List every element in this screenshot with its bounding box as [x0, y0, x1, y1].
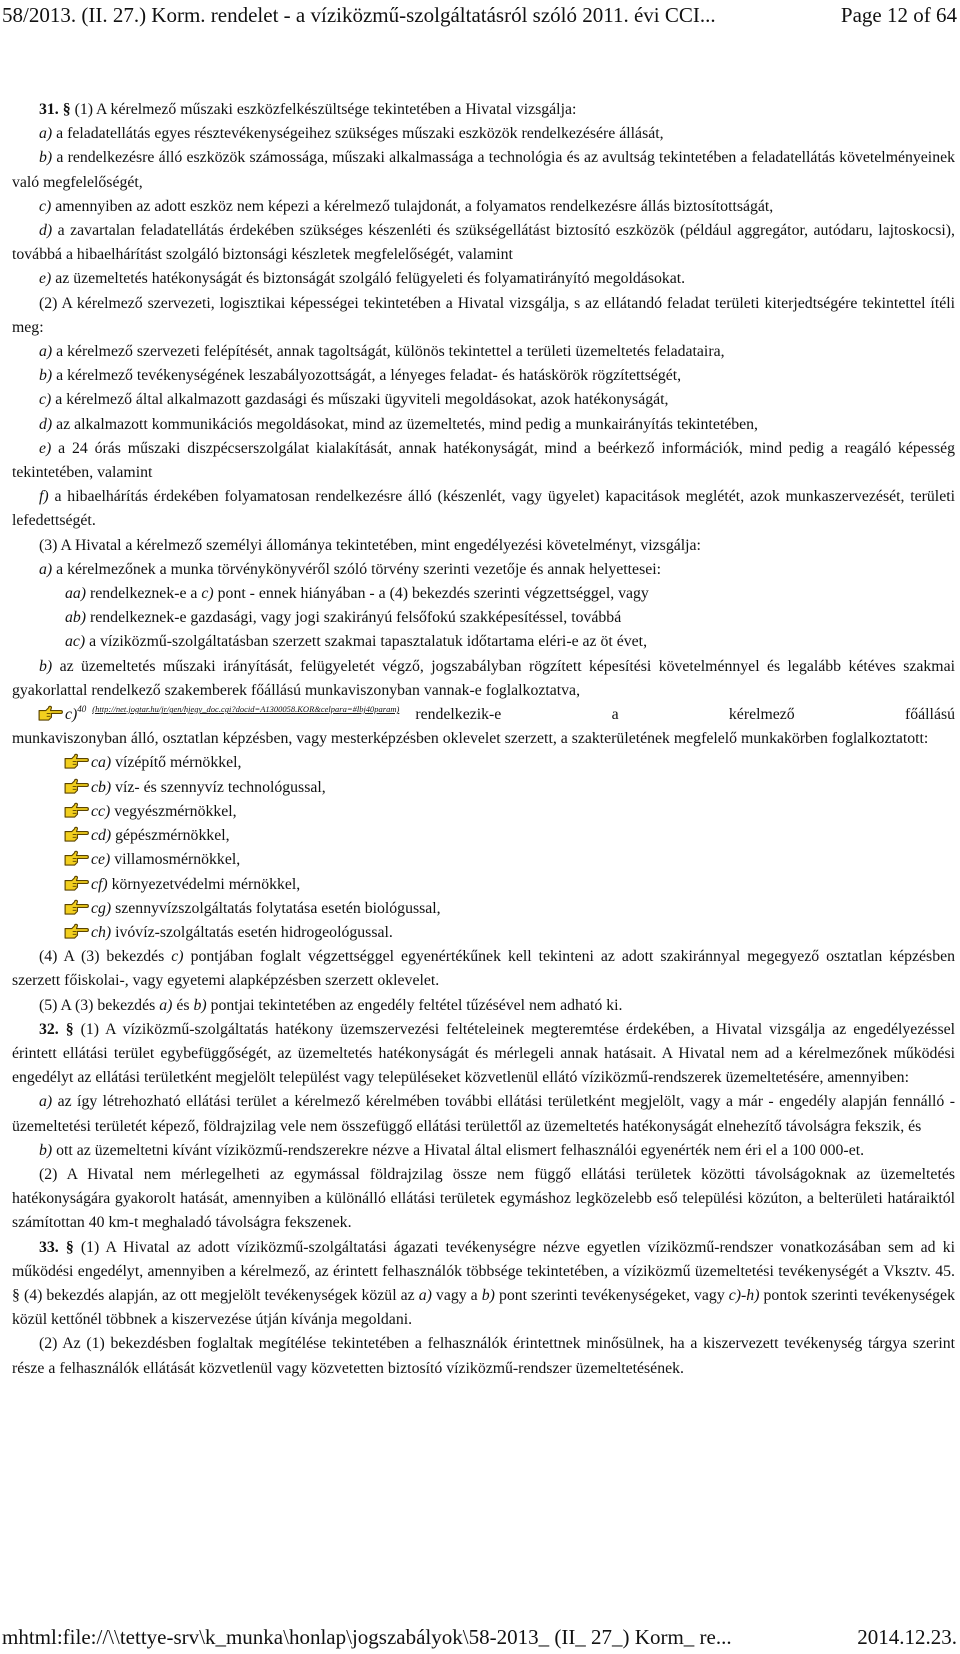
list-item-ce — [12, 848, 955, 872]
s31-p1-a — [12, 122, 955, 146]
text-run: (2) Az (1) bekezdésben foglaltak megítélése tekintetében a felhasználók érintettnek minősülnek, ha a kiszervezett tevékenység tárgya szerint része a felhasználók ellátását közvetlenül vagy közvetetten biztosító víziközmű-rendszer üzemeltetésének. — [12, 1335, 955, 1377]
item-label: cb) — [91, 778, 112, 796]
item-label: e) — [39, 439, 52, 457]
list-item-ch — [12, 921, 955, 945]
s31-num: 31. — [39, 101, 59, 118]
footnote-number[interactable]: 40 — [77, 704, 87, 715]
item-label: b) — [481, 1286, 495, 1304]
footnote-link[interactable]: (http://net.jogtar.hu/jr/gen/hjegy_doc.cgi?docid=A1300058.KOR&celpara=#lbj40param) — [92, 704, 400, 715]
text-run: (3) A Hivatal a kérelmező személyi állománya tekintetében, mint engedélyezési követelményt, vizsgálja: — [39, 536, 701, 554]
text-run: az üzemeltetés hatékonyságát és biztonságát szolgáló felügyeleti és folyamatirányító megoldásokat. — [55, 270, 686, 288]
item-label: ch) — [91, 923, 112, 941]
s31-p3-b — [12, 655, 955, 703]
s32-p1-b — [12, 1139, 955, 1163]
item-label: cc) — [91, 802, 111, 820]
item-label: a) — [39, 1093, 53, 1111]
item-label: d) — [39, 222, 53, 240]
page-header — [0, 0, 960, 40]
text-run — [91, 921, 955, 945]
header-title: 58/2013. (II. 27.) Korm. rendelet - a víziközmű-szolgáltatásról szóló 2011. évi CCI... — [2, 3, 716, 27]
s31-p2-a — [12, 340, 955, 364]
pointing-hand-icon[interactable] — [64, 873, 89, 892]
text-run: víz- és szennyvíz technológussal, — [115, 778, 326, 796]
item-label: c) — [39, 197, 52, 215]
pointing-hand-icon[interactable] — [64, 824, 89, 843]
item-label: f) — [39, 488, 49, 506]
list-item-cf — [12, 873, 955, 897]
s31-p1-b — [12, 146, 955, 194]
text-run: (1) A kérelmező műszaki eszközfelkészültsége tekintetében a Hivatal vizsgálja: — [74, 101, 577, 118]
item-label: e) — [39, 270, 52, 288]
text-run: a kérelmező által alkalmazott gazdasági és műszaki ügyviteli megoldásokat, azok hatékonyságát, — [55, 391, 669, 409]
list-item-cg — [12, 897, 955, 921]
s31-p2-b — [12, 364, 955, 388]
s31-p3-c-label: c) — [65, 706, 78, 724]
text-run: ivóvíz-szolgáltatás esetén hidrogeológussal. — [115, 923, 393, 941]
text-run: vagy a — [435, 1286, 478, 1304]
text-run: szennyvízszolgáltatás folytatása esetén biológussal, — [115, 899, 441, 917]
item-label: ce) — [91, 851, 111, 869]
list-item-cb — [12, 776, 955, 800]
pointing-hand-icon[interactable] — [64, 751, 89, 770]
pointing-hand-icon[interactable] — [64, 848, 89, 867]
s33-p2 — [12, 1332, 955, 1380]
item-label: a) — [159, 996, 173, 1014]
text-run: a rendelkezésre álló eszközök számossága, műszaki alkalmassága a technológia és az avultság tekintetében a feladatellátás követelményeinek való megfelelőségét, — [12, 149, 955, 191]
text-run — [91, 897, 955, 921]
document-body — [12, 98, 955, 1381]
pointing-hand-icon[interactable] — [64, 897, 89, 916]
item-label: c) — [201, 585, 214, 603]
text-run: (5) A (3) bekezdés — [39, 996, 156, 1014]
text-run — [91, 800, 955, 824]
s31-p3-ac — [12, 630, 955, 654]
text-run: villamosmérnökkel, — [114, 851, 241, 869]
text-run: pontjában foglalt végzettséggel egyenértékűnek kell tekinteni az adott szakiránnyal megegyező osztatlan képzésben szerzett főiskolai-, vagy egyetemi alapképzésben szerzett oklevelet. — [12, 948, 956, 990]
item-label: cf) — [91, 875, 108, 893]
s31-sign: § — [62, 101, 71, 118]
pointing-hand-icon[interactable] — [64, 800, 89, 819]
text-run: ott az üzemeltetni kívánt víziközmű-rendszerekre nézve a Hivatal által elismert felhasználói egyenérték nem éri el a 100 000-et. — [56, 1141, 865, 1159]
text-run: a feladatellátás egyes résztevékenységeihez szükséges műszaki eszközök rendelkezésére állását, — [56, 125, 664, 143]
text-run: (4) A (3) bekezdés — [39, 948, 165, 966]
text-run: (2) A kérelmező szervezeti, logisztikai képességei tekintetében a Hivatal vizsgálja, s az ellátandó feladat területi kiterjedtségére tekintettel ítéli meg: — [12, 294, 955, 336]
text-run: (2) A Hivatal nem mérlegelheti az egymással földrajzilag össze nem függő ellátási területek közötti távolságoknak az üzemeltetés hatékonyságára gyakorolt hatását, amennyiben a különálló ellátási területek egymáshoz legközelebb eső települési közúton, a belterületi határaiktól számítottan 40 km-t meghaladó távolságra fekszenek. — [12, 1165, 955, 1232]
s32-p1-a — [12, 1090, 955, 1138]
text-run — [91, 848, 955, 872]
text-run: a kérelmező tevékenységének leszabályozottságát, a lényeges feladat- és hatáskörök rögzítettségét, — [56, 367, 682, 385]
text-run: rendelkeznek-e gazdasági, vagy jogi szakirányú felsőfokú szakképesítéssel, továbbá — [90, 609, 622, 627]
text-run: rendelkeznek-e a — [90, 585, 198, 603]
s32-p2 — [12, 1163, 955, 1236]
s31-p3-c-rest: munkaviszonyban álló, osztatlan képzésben, vagy mesterképzésben oklevelet szerzett, a szakterületének megfelelő munkakörben foglalkoztatott: — [12, 730, 929, 748]
text-run: amennyiben az adott eszköz nem képezi a kérelmező tulajdonát, a folyamatos rendelkezésre állás biztosítottságát, — [55, 197, 774, 215]
list-item-ca — [12, 751, 955, 775]
text-run: és — [176, 996, 190, 1014]
item-label: aa) — [65, 585, 87, 603]
item-label: c) — [39, 391, 52, 409]
item-label: a) — [39, 343, 53, 361]
text-run: a kérelmezőnek a munka törvénykönyvéről szóló törvény szerinti vezetője és annak helyettesei: — [56, 560, 662, 578]
item-label: a) — [418, 1286, 432, 1304]
text-run: az üzemeltetés műszaki irányítását, felügyeletét végző, jogszabályban rögzített képesítési követelménnyel és legalább kétéves szakmai gyakorlattal rendelkező szakemberek főállású munkaviszonyban vannak-e foglalkoztatva, — [12, 657, 955, 699]
s31-p2-f — [12, 485, 955, 533]
item-label: c)-h) — [728, 1286, 760, 1304]
text-run: § — [65, 1020, 74, 1038]
text-run: az alkalmazott kommunikációs megoldásokat, mind az üzemeltetés, mind pedig a munkairányítás tekintetében, — [56, 415, 758, 433]
header-page-number: Page 12 of 64 — [840, 3, 957, 27]
text-run: környezetvédelmi mérnökkel, — [111, 875, 301, 893]
text-run: a hibaelhárítás érdekében folyamatosan rendelkezésre álló (készenlét, vagy ügyelet) kapacitások meglétét, azok munkaszervezését, területi lefedettségét. — [12, 488, 955, 530]
pointing-hand-icon[interactable] — [38, 703, 63, 722]
item-label: a) — [39, 125, 53, 143]
item-label: c) — [171, 948, 184, 966]
s31-p3-aa — [12, 582, 955, 606]
text-run: vegyészmérnökkel, — [114, 802, 237, 820]
text-run: a zavartalan feladatellátás érdekében szükséges készenléti és szükségellátást biztosító eszközök (például aggregátor, autódaru, lajtoskocsi), továbbá a hibaelhárítást szolgáló biztonsági készletek megfelelőségét, valamint — [12, 222, 955, 264]
text-run: a víziközmű-szolgáltatásban szerzett szakmai tapasztalatuk időtartama eléri-e az öt évet, — [89, 633, 648, 651]
s31-p1-c — [12, 195, 955, 219]
text-run — [91, 776, 955, 800]
item-label: cd) — [91, 827, 112, 845]
item-label: b) — [39, 149, 53, 167]
s31-p2-intro — [12, 292, 955, 340]
text-run: a 24 órás műszaki diszpécserszolgálat kialakítását, annak hatékonyságát, mind a beérkező információk, mind pedig a reagáló képesség tekintetében, valamint — [12, 439, 956, 482]
item-label: b) — [39, 657, 53, 675]
s31-p3-ab — [12, 606, 955, 630]
pointing-hand-icon[interactable] — [64, 921, 89, 940]
text-run: § — [65, 1238, 74, 1256]
s33-p1 — [12, 1236, 955, 1333]
text-run: pont szerinti tevékenységeket, vagy — [498, 1286, 725, 1304]
text-run: pont - ennek hiányában - a (4) bekezdés szerinti végzettséggel, vagy — [217, 585, 649, 603]
text-run: pontjai tekintetében az engedély feltétel tűzésével nem adható ki. — [210, 996, 623, 1014]
s32-p1 — [12, 1018, 955, 1091]
text-run: (1) A víziközmű-szolgáltatás hatékony üzemszervezési feltételeinek megteremtése érdekében, a Hivatal vizsgálja az engedélyezéssel érintett ellátási terület egybefüggőségét, az üzemeltetés hatékonyságát és mérlegeli annak hatásait. A Hivatal nem ad a kérelmezőnek működési engedélyt az ellátási területként megjelölt települést vagy településeket közvetlenül ellátó víziközmű-rendszerek üzemeltetésére, amennyiben: — [12, 1020, 955, 1087]
item-label: b) — [39, 367, 53, 385]
text-run: (1) A Hivatal az adott víziközmű-szolgáltatási ágazati tevékenységre nézve egyetlen víziközmű-rendszer vonatkozásában sem ad ki működési engedélyt, amennyiben a kérelmező, az érintett felhasználók többsége tekintetében, a víziközmű üzemeltetési tevékenységét a Vksztv. 45. § (4) bekezdés alapján, az ott megjelölt tevékenységek közül az — [12, 1238, 955, 1304]
page-footer — [0, 1622, 960, 1654]
item-label: ac) — [65, 633, 86, 651]
item-label: ab) — [65, 609, 87, 627]
text-run: pontok szerinti tevékenységek közül kettőnél többnek a kiszervezése útján kívánja megoldani. — [12, 1286, 955, 1329]
s31-p2-d — [12, 413, 955, 437]
item-label: b) — [39, 1141, 53, 1159]
text-run: gépészmérnökkel, — [115, 827, 230, 845]
s31-p1-intro — [12, 98, 955, 122]
text-run: vízépítő mérnökkel, — [115, 754, 242, 772]
s32-num: 32. — [39, 1020, 59, 1038]
footer-file-path: mhtml:file://\\tettye-srv\k_munka\honlap\jogszabályok\58-2013_ (II_ 27_) Korm_ re... — [2, 1625, 732, 1649]
s31-p5 — [12, 994, 955, 1018]
s31-p3-c-tail: rendelkezik-e a kérelmező főállású — [415, 706, 955, 724]
text-run — [91, 873, 955, 897]
s31-p1-d — [12, 219, 955, 267]
s31-p3-c-line — [12, 703, 955, 727]
item-label: ca) — [91, 754, 112, 772]
s31-p2-c — [12, 388, 955, 412]
text-run: a kérelmező szervezeti felépítését, annak tagoltságát, különös tekintettel a területi üzemeltetés feladataira, — [56, 343, 725, 361]
footer-date: 2014.12.23. — [857, 1625, 957, 1649]
text-run — [91, 751, 955, 775]
s31-p3-intro — [12, 534, 955, 558]
pointing-hand-icon[interactable] — [64, 776, 89, 795]
s31-p4 — [12, 945, 955, 993]
item-label: b) — [193, 996, 207, 1014]
item-label: d) — [39, 415, 53, 433]
list-item-cc — [12, 800, 955, 824]
text-run — [91, 824, 955, 848]
s31-p2-e — [12, 437, 955, 485]
s31-p3-a — [12, 558, 955, 582]
s33-num: 33. — [39, 1238, 59, 1256]
list-item-cd — [12, 824, 955, 848]
item-label: cg) — [91, 899, 112, 917]
text-run: az így létrehozható ellátási terület a kérelmező kérelmében további ellátási területként megjelölt, vagy a már - engedély alapján fennálló - üzemeltetési területét képező, földrajzilag vele nem összefüggő ellátási területtől az üzemeltetés hatékonyságát elnehezítő távolságra fekszik, és — [12, 1093, 956, 1135]
s31-p1-e — [12, 267, 955, 291]
item-label: a) — [39, 560, 53, 578]
